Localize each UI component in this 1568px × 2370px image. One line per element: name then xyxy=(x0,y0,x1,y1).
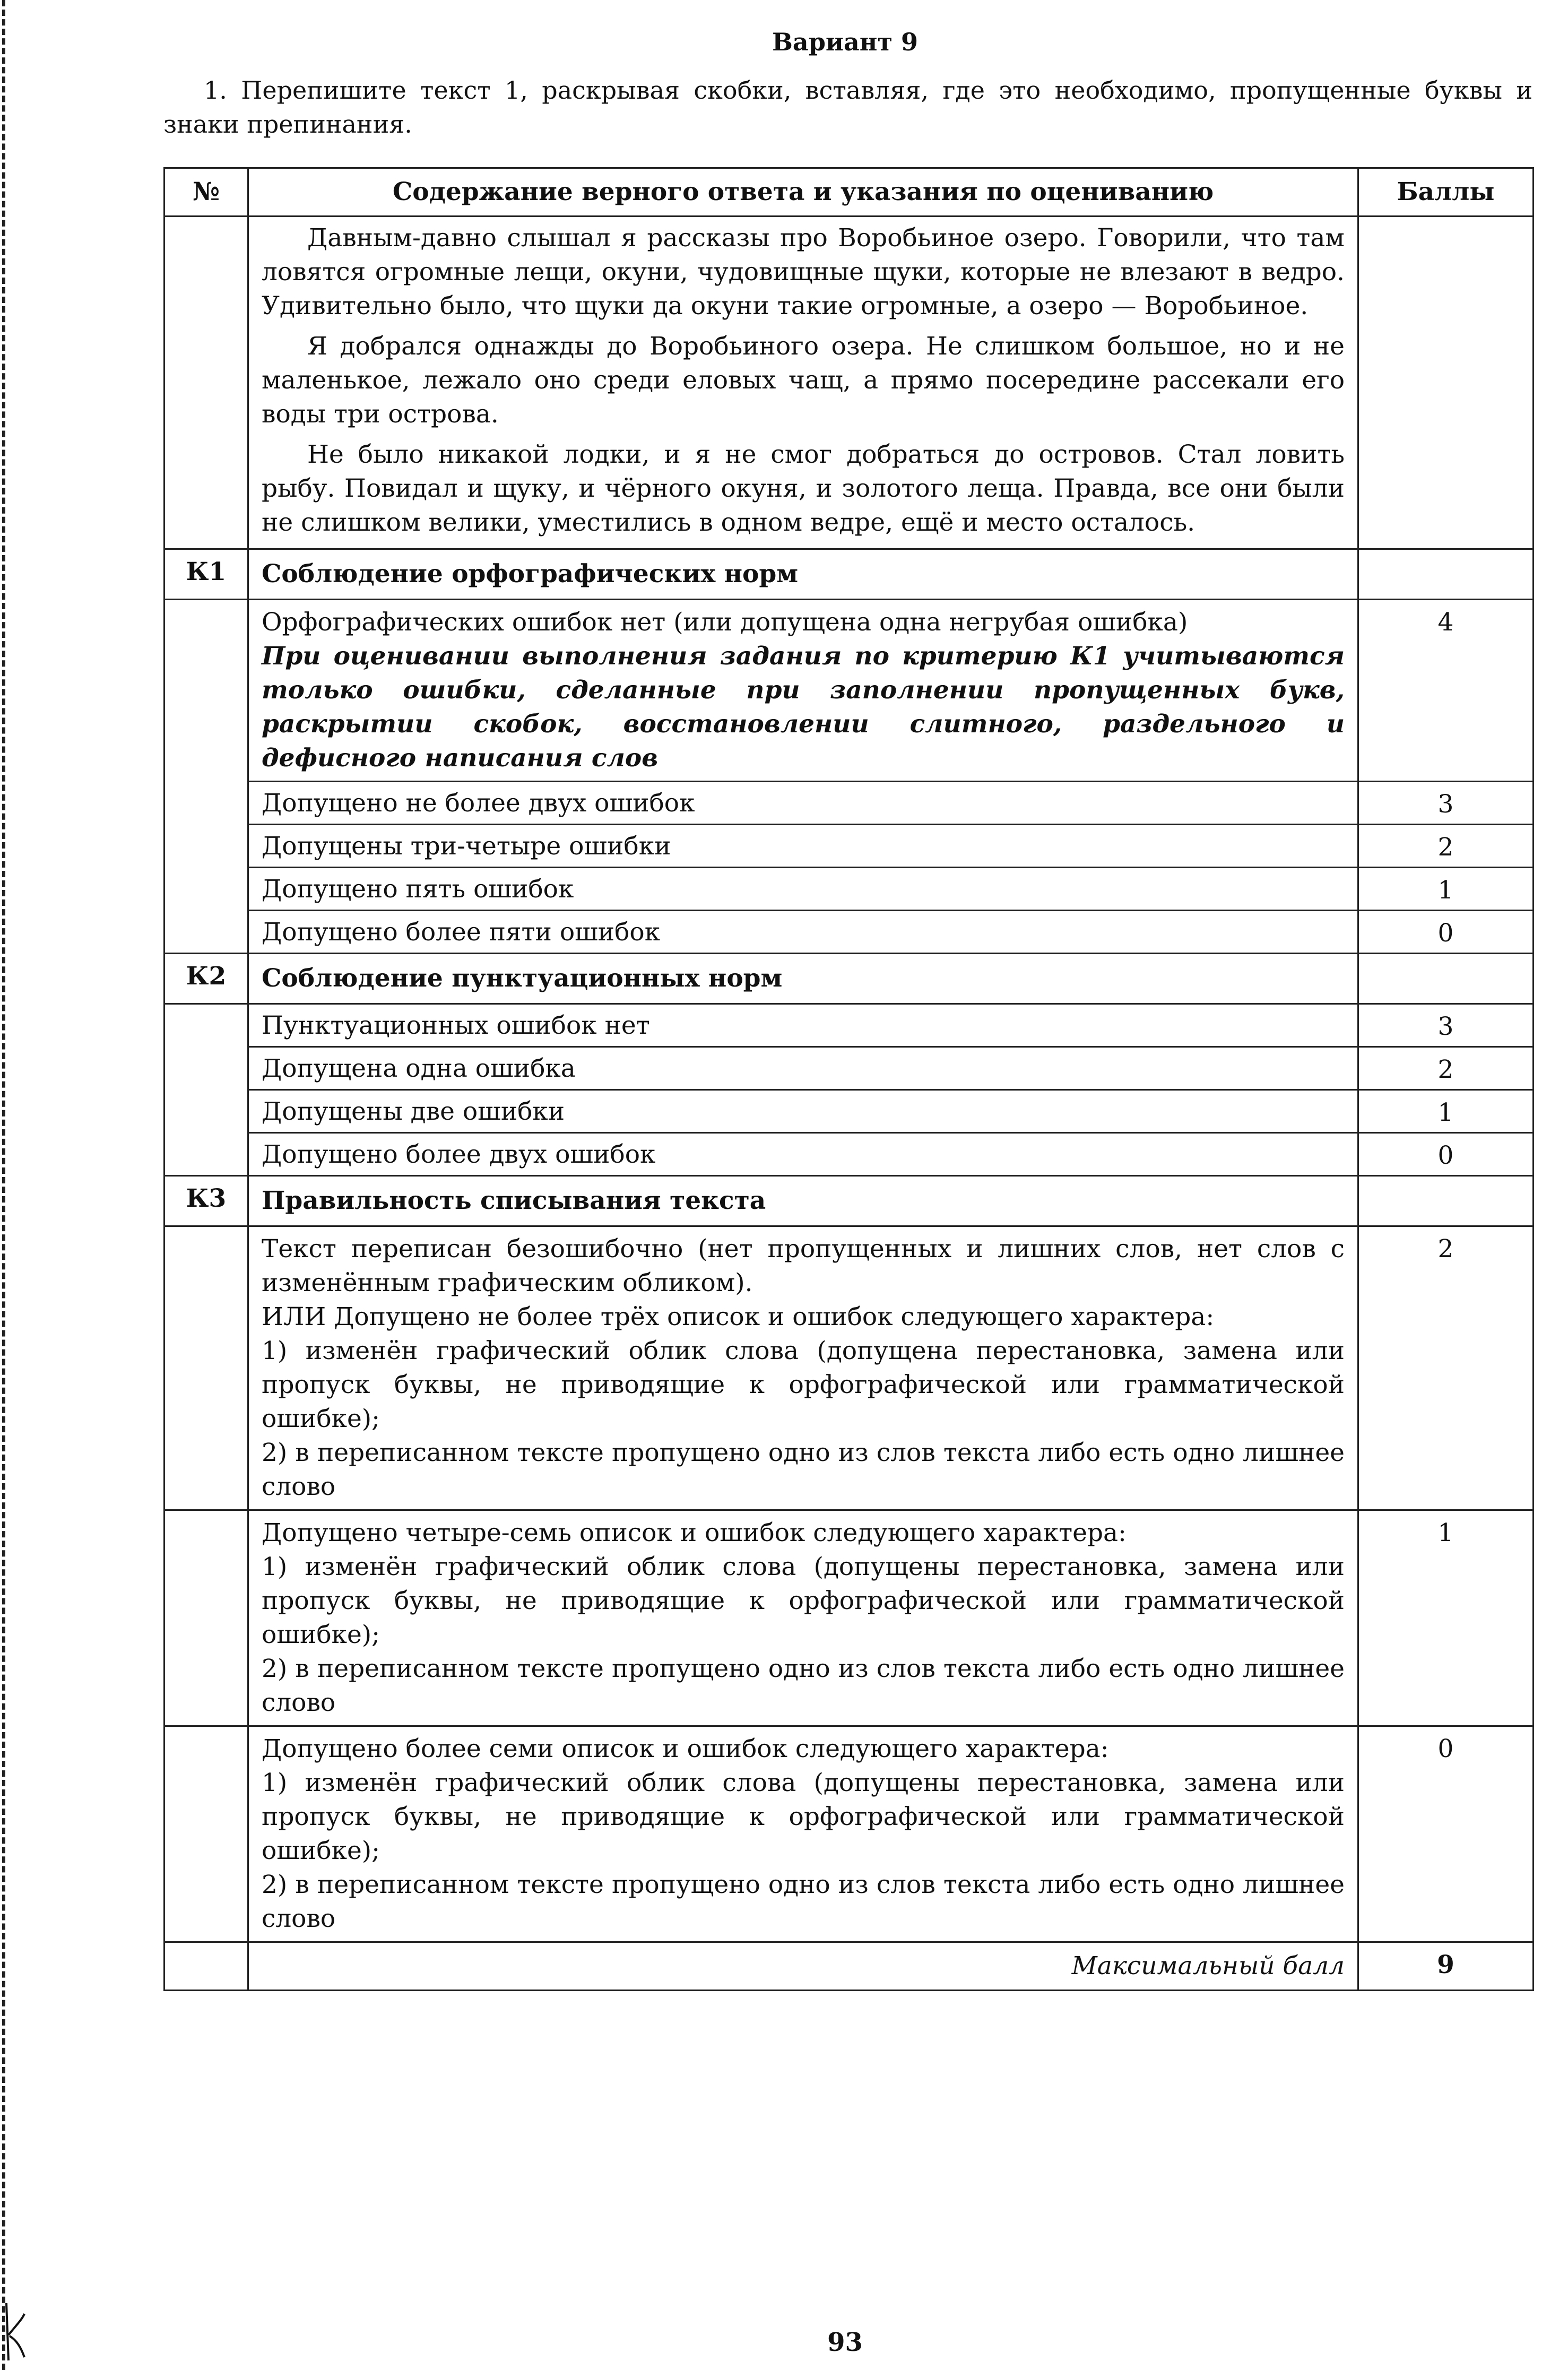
k1-row-points: 3 xyxy=(1358,782,1534,825)
k3-row-desc xyxy=(248,1510,1358,1726)
k1-first-cell xyxy=(248,600,1358,782)
cut-line xyxy=(2,0,5,2370)
assessment-table xyxy=(163,167,1534,1991)
k1-row-text: Допущены три-четыре ошибки xyxy=(248,825,1358,868)
k3-num-cell xyxy=(164,1726,248,1942)
k3-row-desc xyxy=(248,1726,1358,1942)
k3-code: К3 xyxy=(164,1176,248,1226)
header-points: Баллы xyxy=(1358,168,1534,217)
passage-paragraph: Давным-давно слышал я рассказы про Воробьиное озеро. Говорили, что там ловятся огромные лещи, окуни, чудовищные щуки, которые не влезают в ведро. Удивительно было, что щуки да окуни такие огромные, а озеро — Воробьиное. xyxy=(262,223,1345,321)
k3-row-points: 1 xyxy=(1358,1510,1534,1726)
k1-row xyxy=(164,600,1534,782)
passage-paragraph: Не было никакой лодки, и я не смог добраться до островов. Стал ловить рыбу. Повидал и щуку, и чёрного окуня, и золотого леща. Правда, все они были не слишком велики, уместились в одном ведре, ещё и место осталось. xyxy=(262,440,1345,537)
k2-row-text: Допущена одна ошибка xyxy=(248,1047,1358,1090)
k3-header-points xyxy=(1358,1176,1534,1226)
k1-first-points: 4 xyxy=(1358,600,1534,782)
k2-row-text: Допущены две ошибки xyxy=(248,1090,1358,1133)
header-row xyxy=(164,168,1534,217)
k1-first-text: Орфографических ошибок нет (или допущена одна негрубая ошибка) xyxy=(262,608,1188,637)
k2-title: Соблюдение пунктуационных норм xyxy=(248,954,1358,1004)
k2-header-row xyxy=(164,954,1534,1004)
passage-cell xyxy=(248,217,1358,549)
max-num-cell xyxy=(164,1942,248,1991)
k2-row-points: 2 xyxy=(1358,1047,1534,1090)
k2-row-text: Пунктуационных ошибок нет xyxy=(248,1004,1358,1047)
k2-header-points xyxy=(1358,954,1534,1004)
k1-row-points: 0 xyxy=(1358,911,1534,954)
passage-paragraph: Я добрался однажды до Воробьиного озера. Не слишком большое, но и не маленькое, лежало оно среди еловых чащ, а прямо посередине рассекали его воды три острова. xyxy=(262,332,1345,429)
k2-row-points: 1 xyxy=(1358,1090,1534,1133)
max-points: 9 xyxy=(1358,1942,1534,1991)
max-label: Максимальный балл xyxy=(248,1942,1358,1991)
k1-note: При оценивании выполнения задания по критерию К1 учитываются только ошибки, сделанные при заполнении пропущенных букв, раскрытии скобок, восстановлении слитного, раздельного и дефисного написания слов xyxy=(262,642,1345,773)
k3-row xyxy=(164,1226,1534,1510)
passage-row xyxy=(164,217,1534,549)
k3-num-cell xyxy=(164,1510,248,1726)
page-number: 93 xyxy=(827,2328,863,2357)
k2-row-text: Допущено более двух ошибок xyxy=(248,1133,1358,1176)
variant-title: Вариант 9 xyxy=(772,28,918,56)
k3-row-points: 2 xyxy=(1358,1226,1534,1510)
max-row xyxy=(164,1942,1534,1991)
k1-num-cell xyxy=(164,600,248,954)
k3-line: 2) в переписанном тексте пропущено одно из слов текста либо есть одно лишнее слово xyxy=(262,1870,1345,1933)
k3-line: Текст переписан безошибочно (нет пропущенных и лишних слов, нет слов с изменённым графическим обликом). xyxy=(262,1234,1345,1298)
k1-header-row xyxy=(164,549,1534,600)
passage-points-cell xyxy=(1358,217,1534,549)
k3-num-cell xyxy=(164,1226,248,1510)
k1-row xyxy=(164,911,1534,954)
k2-row xyxy=(164,1004,1534,1047)
header-num: № xyxy=(164,168,248,217)
k1-header-points xyxy=(1358,549,1534,600)
k1-row-points: 2 xyxy=(1358,825,1534,868)
k3-line: 2) в переписанном тексте пропущено одно из слов текста либо есть одно лишнее слово xyxy=(262,1654,1345,1717)
k2-row-points: 0 xyxy=(1358,1133,1534,1176)
k3-line: 1) изменён графический облик слова (допущена перестановка, замена или пропуск буквы, не приводящие к орфографической или грамматической ошибке); xyxy=(262,1336,1345,1433)
k2-num-cell xyxy=(164,1004,248,1176)
k2-row-points: 3 xyxy=(1358,1004,1534,1047)
k1-row-text: Допущено более пяти ошибок xyxy=(248,911,1358,954)
k3-line: 2) в переписанном тексте пропущено одно из слов текста либо есть одно лишнее слово xyxy=(262,1438,1345,1501)
k3-line: ИЛИ Допущено не более трёх описок и ошибок следующего характера: xyxy=(262,1302,1215,1331)
k2-row xyxy=(164,1047,1534,1090)
k3-row xyxy=(164,1510,1534,1726)
k3-line: Допущено четыре-семь описок и ошибок следующего характера: xyxy=(262,1518,1127,1547)
k3-line: 1) изменён графический облик слова (допущены перестановка, замена или пропуск буквы, не приводящие к орфографической или грамматической ошибке); xyxy=(262,1768,1345,1865)
k2-row xyxy=(164,1133,1534,1176)
k3-title: Правильность списывания текста xyxy=(248,1176,1358,1226)
k3-row-points: 0 xyxy=(1358,1726,1534,1942)
k3-row-desc xyxy=(248,1226,1358,1510)
k1-title: Соблюдение орфографических норм xyxy=(248,549,1358,600)
k1-row-points: 1 xyxy=(1358,868,1534,911)
passage-num-cell xyxy=(164,217,248,549)
k1-row xyxy=(164,825,1534,868)
k3-line: Допущено более семи описок и ошибок следующего характера: xyxy=(262,1734,1109,1763)
k3-header-row xyxy=(164,1176,1534,1226)
k1-row-text: Допущено пять ошибок xyxy=(248,868,1358,911)
k3-row xyxy=(164,1726,1534,1942)
header-content: Содержание верного ответа и указания по оцениванию xyxy=(248,168,1358,217)
k2-code: К2 xyxy=(164,954,248,1004)
k1-row-text: Допущено не более двух ошибок xyxy=(248,782,1358,825)
task-instruction: 1. Перепишите текст 1, раскрывая скобки, вставляя, где это необходимо, пропущенные буквы и знаки препинания. xyxy=(163,76,1532,139)
k3-line: 1) изменён графический облик слова (допущены перестановка, замена или пропуск буквы, не приводящие к орфографической или грамматической ошибке); xyxy=(262,1552,1345,1649)
k1-row xyxy=(164,782,1534,825)
k1-code: К1 xyxy=(164,549,248,600)
k1-row xyxy=(164,868,1534,911)
k2-row xyxy=(164,1090,1534,1133)
